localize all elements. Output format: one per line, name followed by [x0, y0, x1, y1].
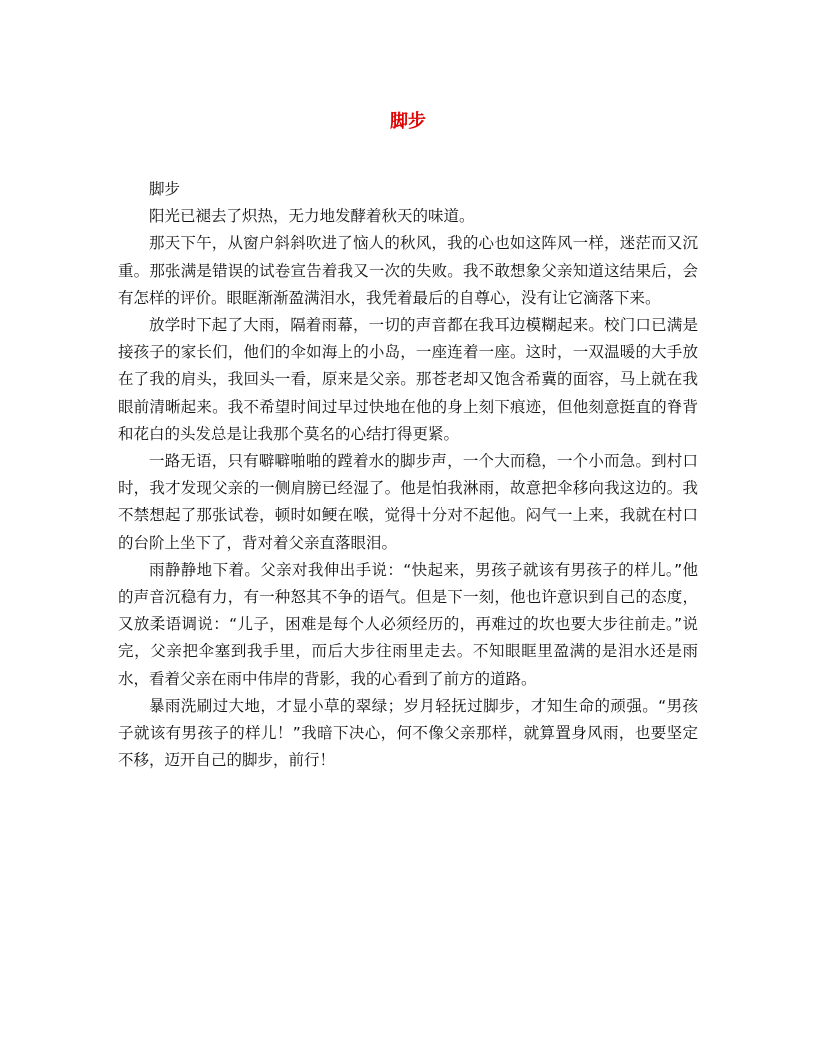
document-body — [118, 176, 698, 774]
paragraph: 暴雨洗刷过大地，才显小草的翠绿；岁月轻抚过脚步，才知生命的顽强。“男孩子就该有男孩子的样儿！”我暗下决心，何不像父亲那样，就算置身风雨，也要坚定不移，迈开自己的脚步，前行！ — [118, 696, 698, 770]
document-title: 脚步 — [390, 111, 426, 132]
paragraph-subtitle: 脚步 — [149, 180, 181, 198]
paragraph: 阳光已褪去了炽热，无力地发酵着秋天的味道。 — [149, 207, 475, 226]
paragraph: 那天下午，从窗户斜斜吹进了恼人的秋风，我的心也如这阵风一样，迷茫而又沉重。那张满是错误的试卷宣告着我又一次的失败。我不敢想象父亲知道这结果后，会有怎样的评价。眼眶渐渐盈满泪水，我凭着最后的自尊心，没有让它滴落下来。 — [118, 234, 698, 307]
paragraph: 一路无语，只有噼噼啪啪的蹚着水的脚步声，一个大而稳，一个小而急。到村口时，我才发现父亲的一侧肩膀已经湿了。他是怕我淋雨，故意把伞移向我这边的。我不禁想起了那张试卷，顿时如鲠在喉，觉得十分对不起他。闷气一上来，我就在村口的台阶上坐下了，背对着父亲直落眼泪。 — [118, 452, 698, 552]
paragraph: 雨静静地下着。父亲对我伸出手说：“快起来，男孩子就该有男孩子的样儿。”他的声音沉稳有力，有一种怒其不争的语气。但是下一刻，他也许意识到自己的态度，又放柔语调说：“儿子，困难是每个人必须经历的，再难过的坎也要大步往前走。”说完，父亲把伞塞到我手里，而后大步往雨里走去。不知眼眶里盈满的是泪水还是雨水，看着父亲在雨中伟岸的背影，我的心看到了前方的道路。 — [118, 560, 698, 688]
paragraph: 放学时下起了大雨，隔着雨幕，一切的声音都在我耳边模糊起来。校门口已满是接孩子的家长们，他们的伞如海上的小岛，一座连着一座。这时，一双温暖的大手放在了我的肩头，我回头一看，原来是父亲。那苍老却又饱含希冀的面容，马上就在我眼前清晰起来。我不希望时间过早过快地在他的身上刻下痕迹，但他刻意挺直的脊背和花白的头发总是让我那个莫名的心结打得更紧。 — [118, 316, 698, 443]
